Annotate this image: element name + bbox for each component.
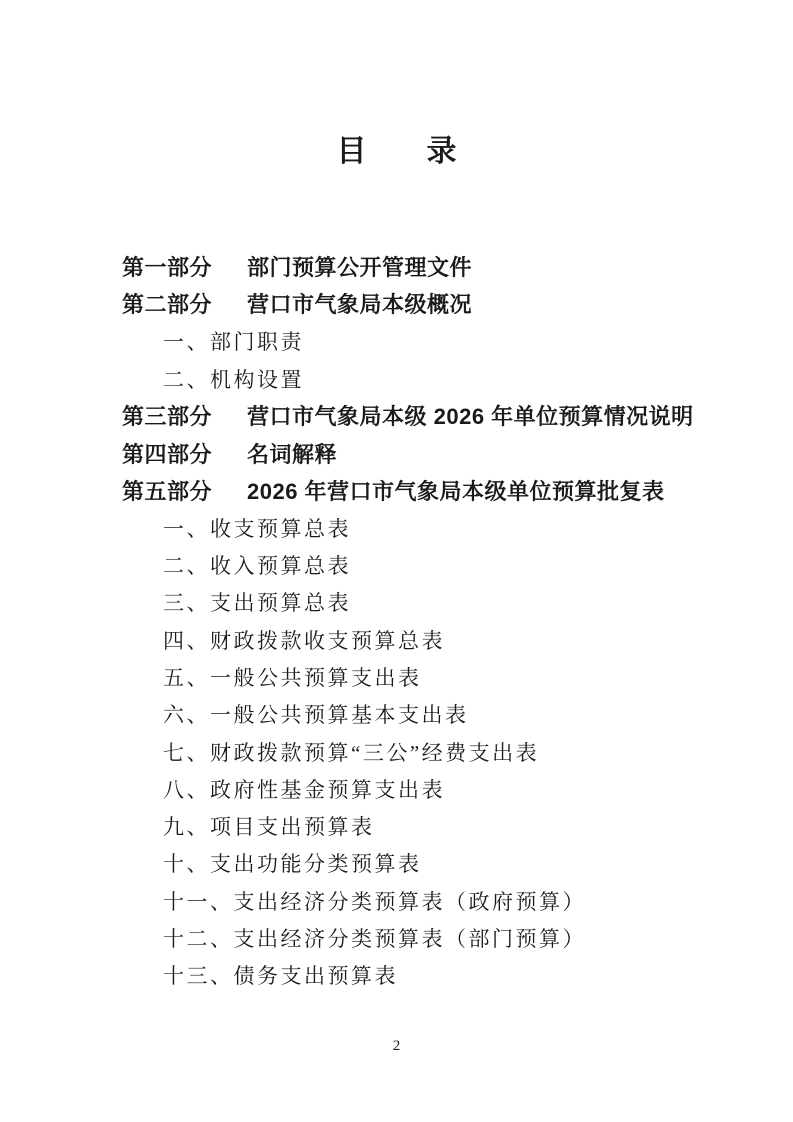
- item-text: 三、支出预算总表: [163, 591, 351, 616]
- table-of-contents: [122, 248, 770, 994]
- toc-part-entry: [122, 397, 770, 434]
- part-title: 名词解释: [247, 441, 338, 467]
- part-label: 第三部分: [122, 404, 213, 430]
- part-title: 部门预算公开管理文件: [247, 255, 473, 281]
- toc-item-entry: [122, 696, 770, 733]
- part-label: 第二部分: [122, 292, 213, 318]
- page-number: 2: [392, 1038, 401, 1054]
- toc-item-entry: [122, 882, 770, 919]
- part-title: 营口市气象局本级概况: [247, 292, 473, 318]
- item-text: 一、部门职责: [163, 330, 304, 355]
- part-label: 第一部分: [122, 255, 213, 281]
- item-text: 十一、支出经济分类预算表（政府预算）: [163, 889, 586, 914]
- part-title: 营口市气象局本级 2026 年单位预算情况说明: [247, 404, 694, 430]
- toc-item-entry: [122, 957, 770, 994]
- toc-part-entry: [122, 285, 770, 322]
- toc-item-entry: [122, 546, 770, 583]
- toc-item-entry: [122, 360, 770, 397]
- toc-item-entry: [122, 807, 770, 844]
- document-title: 目 录: [336, 135, 457, 168]
- toc-item-entry: [122, 919, 770, 956]
- item-text: 二、机构设置: [163, 367, 304, 392]
- toc-item-entry: [122, 770, 770, 807]
- toc-item-entry: [122, 584, 770, 621]
- item-text: 八、政府性基金预算支出表: [163, 777, 445, 802]
- toc-item-entry: [122, 621, 770, 658]
- part-label: 第五部分: [122, 478, 213, 504]
- toc-item-entry: [122, 509, 770, 546]
- item-text: 二、收入预算总表: [163, 554, 351, 579]
- toc-item-entry: [122, 323, 770, 360]
- item-text: 六、一般公共预算基本支出表: [163, 703, 469, 728]
- item-text: 四、财政拨款收支预算总表: [163, 628, 445, 653]
- toc-item-entry: [122, 733, 770, 770]
- toc-part-entry: [122, 248, 770, 285]
- item-text: 一、收支预算总表: [163, 516, 351, 541]
- item-text: 十三、债务支出预算表: [163, 964, 398, 989]
- part-label: 第四部分: [122, 441, 213, 467]
- item-text: 十二、支出经济分类预算表（部门预算）: [163, 926, 586, 951]
- toc-part-entry: [122, 434, 770, 471]
- item-text: 九、项目支出预算表: [163, 815, 375, 840]
- item-text: 七、财政拨款预算“三公”经费支出表: [163, 740, 540, 765]
- item-text: 十、支出功能分类预算表: [163, 852, 422, 877]
- part-title: 2026 年营口市气象局本级单位预算批复表: [247, 478, 665, 504]
- item-text: 五、一般公共预算支出表: [163, 665, 422, 690]
- toc-item-entry: [122, 658, 770, 695]
- toc-item-entry: [122, 845, 770, 882]
- toc-part-entry: [122, 472, 770, 509]
